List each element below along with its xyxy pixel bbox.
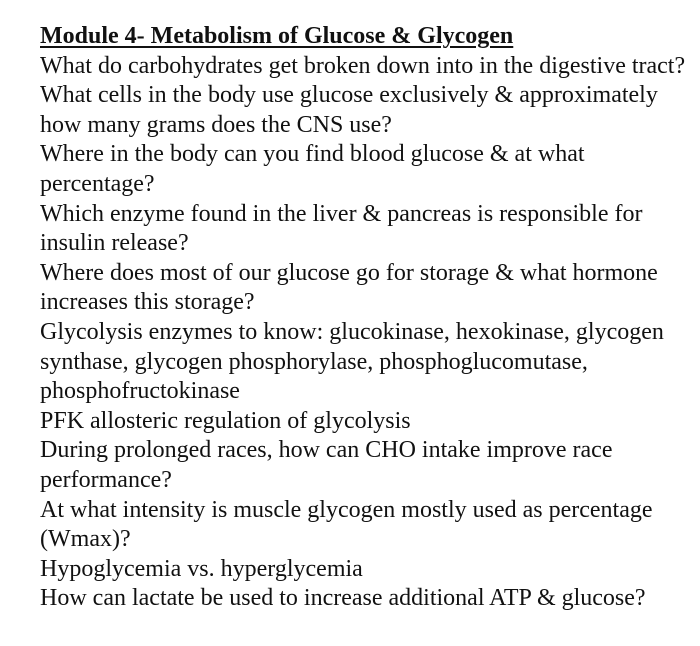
question-item: Where in the body can you find blood glucose & at what percentage?: [40, 141, 585, 197]
question-item: During prolonged races, how can CHO intake improve race performance?: [40, 437, 613, 493]
question-item: Which enzyme found in the liver & pancreas is responsible for insulin release?: [40, 200, 643, 257]
module-title: Module 4- Metabolism of Glucose & Glycogen: [40, 23, 514, 49]
question-item: Glycolysis enzymes to know: glucokinase, hexokinase, glycogen synthase, glycogen phosphorylase, phosphoglucomutase, phosphofructokinase: [40, 318, 664, 405]
question-item: How can lactate be used to increase additional ATP & glucose?: [40, 585, 646, 612]
question-item: At what intensity is muscle glycogen mostly used as percentage (Wmax)?: [40, 496, 653, 553]
question-item: What do carbohydrates get broken down into in the digestive tract?: [40, 52, 686, 79]
question-item: Hypoglycemia vs. hyperglycemia: [40, 555, 363, 582]
document-page: [40, 22, 696, 614]
question-item: Where does most of our glucose go for storage & what hormone increases this storage?: [40, 259, 658, 316]
question-item: What cells in the body use glucose exclusively & approximately how many grams does the CNS use?: [40, 82, 658, 138]
question-item: PFK allosteric regulation of glycolysis: [40, 407, 411, 434]
